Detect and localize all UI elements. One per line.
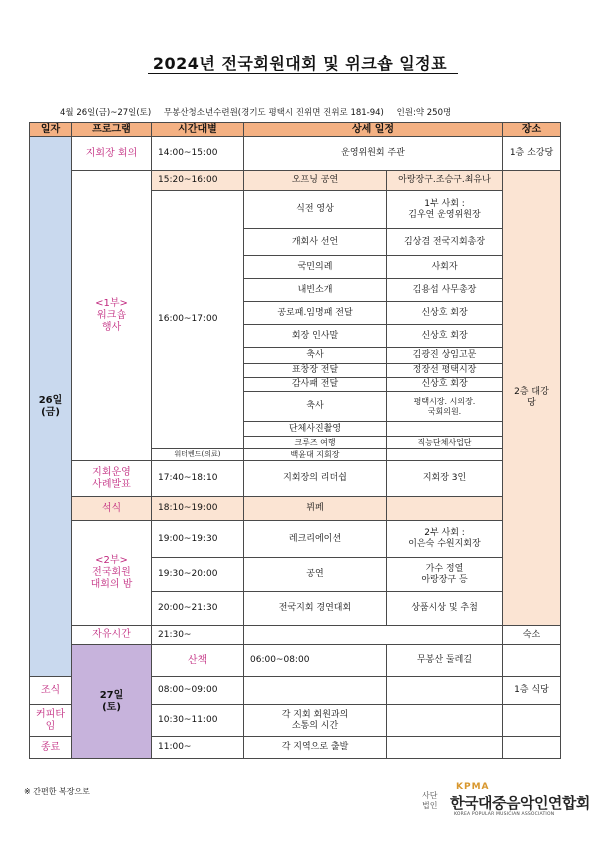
person-cell (503, 645, 561, 677)
detail-cell: 뷔페 (244, 497, 387, 521)
program-cell (72, 521, 152, 626)
day2-weekday: (토) (102, 701, 121, 713)
person-cell: 김상겸 전국지회총장 (387, 229, 503, 256)
program-cell: 커피타임 (30, 705, 72, 737)
detail-cell: 국민의례 (244, 256, 387, 279)
schedule-table (29, 122, 561, 759)
day1-weekday: (금) (41, 406, 60, 418)
part2-label: <2부> (95, 555, 128, 566)
place-cell (503, 737, 561, 759)
logo-prefix-line: 사단 (422, 791, 438, 800)
program-cell: 종료 (30, 737, 72, 759)
page-title: 2024년 전국회원대회 및 위크숍 일정표 (152, 54, 448, 73)
person-cell: 백윤대 지회장 (244, 449, 387, 461)
person-cell: 김광진 상임고문 (387, 348, 503, 364)
detail-cell: 공로패.임명패 전달 (244, 302, 387, 325)
person-cell: 상품시상 및 추첨 (387, 592, 503, 626)
person-cell (387, 422, 503, 437)
person-cell (387, 677, 503, 705)
detail-line: 소통의 시간 (291, 720, 339, 731)
place-cell: 숙소 (503, 626, 561, 645)
place-cell: 1층 소강당 (503, 137, 561, 171)
detail-cell: 크루즈 여행 (244, 437, 387, 449)
detail-cell: 전국지회 경연대회 (244, 592, 387, 626)
person-cell (387, 497, 503, 521)
table-row (30, 497, 561, 521)
event-info (60, 106, 461, 118)
person-cell: 정장선 평택시장 (387, 364, 503, 378)
table-row (30, 645, 561, 677)
person-cell: 사회자 (387, 256, 503, 279)
place-cell (503, 705, 561, 737)
table-row (30, 626, 561, 645)
logo-prefix-line: 법인 (422, 801, 438, 811)
header-time: 시간대별 (152, 123, 244, 137)
time-cell: 16:00~17:00 (152, 191, 244, 449)
program-cell: 산책 (152, 645, 244, 677)
person-cell: 직능단체사업단 (387, 437, 503, 449)
program-line: 지회운영 (92, 466, 131, 478)
detail-cell: 운영위원회 주관 (244, 137, 503, 171)
person-cell (387, 705, 503, 737)
detail-cell: 오프닝 공연 (244, 171, 387, 191)
person-line: 2부 사회 : (424, 528, 465, 539)
detail-cell: 단체사진촬영 (244, 422, 387, 437)
time-cell: 11:00~ (152, 737, 244, 759)
day2-date-cell (72, 645, 152, 759)
detail-cell: 레크리에이션 (244, 521, 387, 558)
event-attendees: 인원:약 250명 (396, 108, 452, 118)
day1-date-cell (30, 137, 72, 677)
time-cell: 19:30~20:00 (152, 558, 244, 592)
event-period: 4월 26일(금)~27일(토) (60, 108, 152, 118)
detail-cell: 각 지역으로 출발 (244, 737, 387, 759)
person-line: 김우연 운영위원장 (408, 209, 481, 220)
person-cell (387, 191, 503, 229)
time-cell: 08:00~09:00 (152, 677, 244, 705)
time-cell: 19:00~19:30 (152, 521, 244, 558)
detail-line: 각 지회 회원과의 (281, 709, 349, 720)
logo-name: 한국대중음악인연합회 (450, 794, 590, 812)
time-cell: 14:00~15:00 (152, 137, 244, 171)
title-underline (148, 73, 458, 74)
detail-cell: 회장 인사말 (244, 325, 387, 348)
logo-mark: KPMA (456, 782, 490, 792)
table-row (30, 521, 561, 558)
person-cell: 신상호 회장 (387, 378, 503, 392)
time-cell: 06:00~08:00 (244, 645, 387, 677)
header-date: 일자 (30, 123, 72, 137)
time-cell: 21:30~ (152, 626, 244, 645)
person-cell: 아랑장구.조승구.최유나 (387, 171, 503, 191)
header-detail: 상세 일정 (244, 123, 503, 137)
detail-cell: 표창장 전달 (244, 364, 387, 378)
table-row (30, 461, 561, 497)
person-line: 평택시장. 시의장. (413, 396, 476, 406)
person-cell (387, 558, 503, 592)
time-cell: 18:10~19:00 (152, 497, 244, 521)
person-line: 이은숙 수원지회장 (408, 539, 481, 549)
part1-program: 워크숍 행사 (97, 309, 126, 333)
program-cell: 지회장 회의 (72, 137, 152, 171)
program-cell: 조식 (30, 677, 72, 705)
day2-date: 27일 (99, 689, 124, 701)
table-row (30, 171, 561, 191)
detail-cell: 워터벤드(의료) (152, 449, 244, 461)
time-cell: 15:20~16:00 (152, 171, 244, 191)
day1-date: 26일 (38, 394, 63, 406)
program-line: 사례발표 (92, 478, 131, 490)
detail-cell: 식전 영상 (244, 191, 387, 229)
detail-cell: 축사 (244, 392, 387, 422)
place-cell-main (503, 171, 561, 626)
program-cell (72, 171, 152, 461)
person-cell: 신상호 회장 (387, 302, 503, 325)
program-line: 대회의 밤 (90, 579, 133, 590)
person-line: 1부 사회 : (424, 198, 465, 209)
detail-cell (244, 626, 503, 645)
detail-cell: 공연 (244, 558, 387, 592)
time-cell: 10:30~11:00 (152, 705, 244, 737)
program-cell (72, 461, 152, 497)
detail-cell: 내빈소개 (244, 279, 387, 302)
time-cell: 17:40~18:10 (152, 461, 244, 497)
logo-prefix (422, 791, 437, 812)
detail-cell: 축사 (244, 348, 387, 364)
detail-cell: 지회장의 리더쉽 (244, 461, 387, 497)
table-header-row (30, 123, 561, 137)
person-cell (387, 392, 503, 422)
header-program: 프로그램 (72, 123, 152, 137)
header-place: 장소 (503, 123, 561, 137)
detail-cell: 감사패 전달 (244, 378, 387, 392)
person-cell: 김용섭 사무총장 (387, 279, 503, 302)
detail-cell (244, 677, 387, 705)
program-cell: 석식 (72, 497, 152, 521)
program-cell: 자유시간 (72, 626, 152, 645)
person-cell: 신상호 회장 (387, 325, 503, 348)
person-line: 아랑장구 등 (421, 574, 468, 585)
person-cell (387, 737, 503, 759)
person-cell: 지회장 3인 (387, 461, 503, 497)
place-main-label: 2층 대강당 (514, 387, 549, 408)
person-line: 가수 정열 (425, 563, 464, 574)
detail-cell: 무봉산 둘레길 (387, 645, 503, 677)
time-cell: 20:00~21:30 (152, 592, 244, 626)
association-logo (422, 782, 590, 822)
dress-note: ※ 간편한 복장으로 (24, 787, 90, 796)
table-row (30, 137, 561, 171)
logo-english: KOREA POPULAR MUSICIAN ASSOCIATION (454, 812, 555, 817)
place-cell: 1층 식당 (503, 677, 561, 705)
detail-cell: 개회사 선언 (244, 229, 387, 256)
person-line: 국회의원. (427, 406, 462, 416)
program-line: 전국회원 (92, 567, 131, 578)
part1-label: <1부> (95, 297, 128, 309)
detail-cell (244, 705, 387, 737)
event-venue: 무봉산청소년수련원(경기도 평택시 진위면 진위로 181-94) (163, 108, 384, 118)
person-cell (387, 521, 503, 558)
